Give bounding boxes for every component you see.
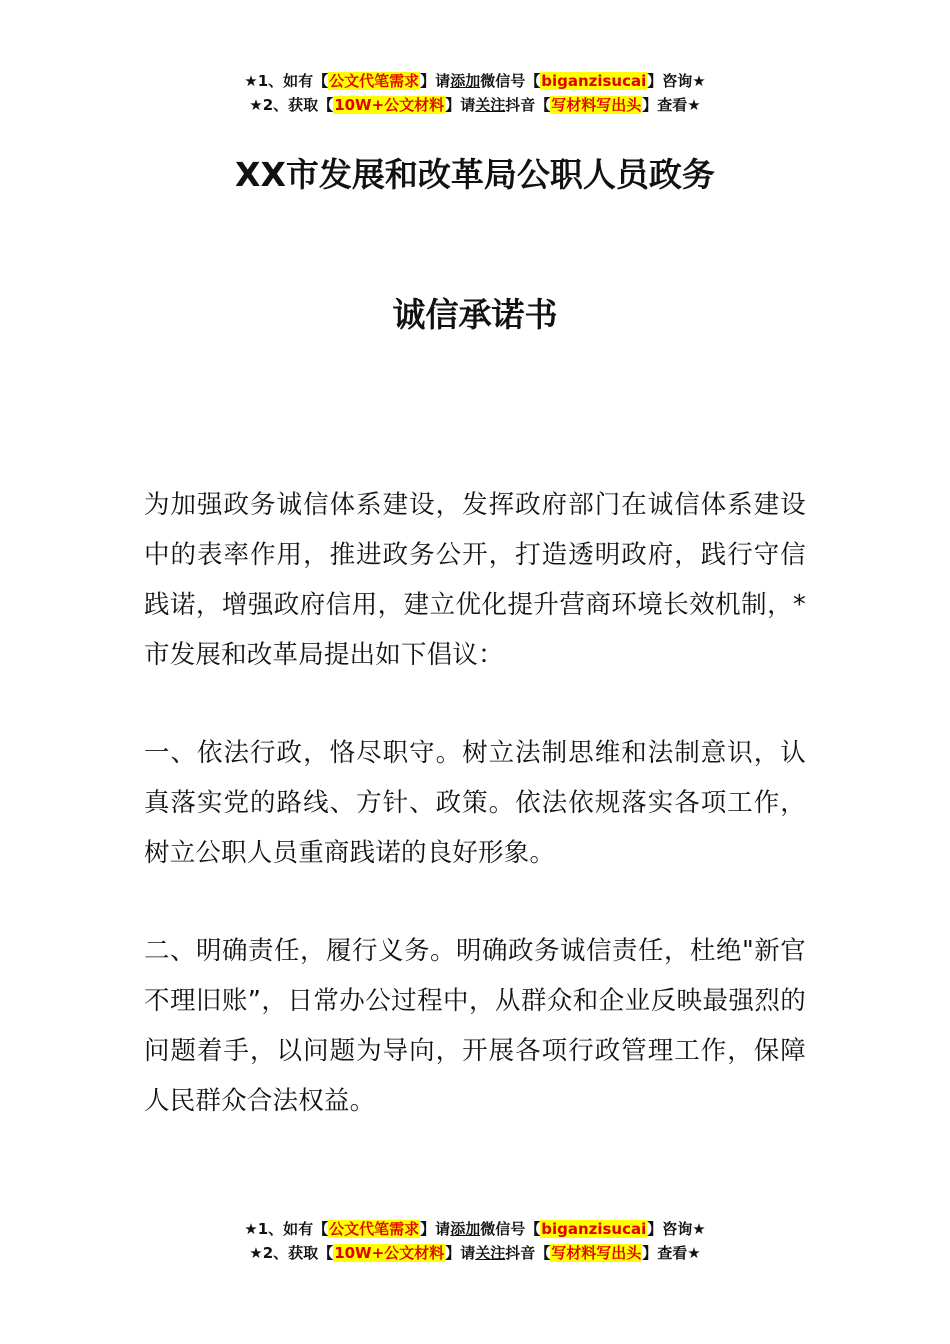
promo-wechat-id: biganzisucai xyxy=(541,72,647,90)
promo-text: 】咨询★ xyxy=(647,72,706,90)
promo-text: ★1、如有【 xyxy=(244,72,329,90)
promo-highlight: 公文代笔需求 xyxy=(329,72,420,90)
promo-wechat-id: biganzisucai xyxy=(541,1220,647,1238)
promo-text: 】请 xyxy=(445,96,476,114)
top-promo-banner xyxy=(0,69,950,117)
promo-text: ★2、获取【 xyxy=(249,96,334,114)
bottom-promo-banner xyxy=(0,1217,950,1265)
promo-highlight: 10W+公文材料 xyxy=(334,1244,445,1262)
promo-text: 】请 xyxy=(445,1244,476,1262)
paragraph-text: 二、明确责任，履行义务。明确政务诚信责任，杜绝"新官不理旧账”，日常办公过程中，从群众和企业反映最强烈的问题着手，以问题为导向，开展各项行政管理工作，保障人民群众合法权益。 xyxy=(144,936,806,1116)
paragraph-item-1 xyxy=(144,728,806,878)
promo-text: ★1、如有【 xyxy=(244,1220,329,1238)
promo-text: 抖音【 xyxy=(505,96,551,114)
promo-douyin-id: 写材料写出头 xyxy=(551,96,642,114)
paragraph-text: 一、依法行政，恪尽职守。树立法制思维和法制意识，认真落实党的路线、方针、政策。依法依规落实各项工作，树立公职人员重商践诺的良好形象。 xyxy=(144,738,806,868)
promo-line-1 xyxy=(0,69,950,93)
promo-line-2 xyxy=(0,93,950,117)
promo-text: 抖音【 xyxy=(505,1244,551,1262)
promo-line-1 xyxy=(0,1217,950,1241)
promo-underline: 添加 xyxy=(450,1220,481,1238)
promo-text: 微信号【 xyxy=(480,1220,541,1238)
promo-line-2 xyxy=(0,1241,950,1265)
promo-highlight: 10W+公文材料 xyxy=(334,96,445,114)
promo-underline: 关注 xyxy=(475,96,506,114)
document-title-line-2: 诚信承诺书 xyxy=(392,295,558,334)
promo-underline: 关注 xyxy=(475,1244,506,1262)
paragraph-item-2 xyxy=(144,926,806,1126)
promo-underline: 添加 xyxy=(450,72,481,90)
promo-text: 】咨询★ xyxy=(647,1220,706,1238)
promo-text: 】请 xyxy=(420,1220,451,1238)
document-title-line-1: XX市发展和改革局公职人员政务 xyxy=(235,155,715,194)
promo-douyin-id: 写材料写出头 xyxy=(551,1244,642,1262)
promo-text: 】查看★ xyxy=(642,96,701,114)
promo-text: 】请 xyxy=(420,72,451,90)
promo-text: ★2、获取【 xyxy=(249,1244,334,1262)
paragraph-intro xyxy=(144,480,806,680)
promo-highlight: 公文代笔需求 xyxy=(329,1220,420,1238)
paragraph-text: 为加强政务诚信体系建设，发挥政府部门在诚信体系建设中的表率作用，推进政务公开，打造透明政府，践行守信践诺，增强政府信用，建立优化提升营商环境长效机制，*市发展和改革局提出如下倡议： xyxy=(144,490,806,670)
promo-text: 】查看★ xyxy=(642,1244,701,1262)
promo-text: 微信号【 xyxy=(480,72,541,90)
